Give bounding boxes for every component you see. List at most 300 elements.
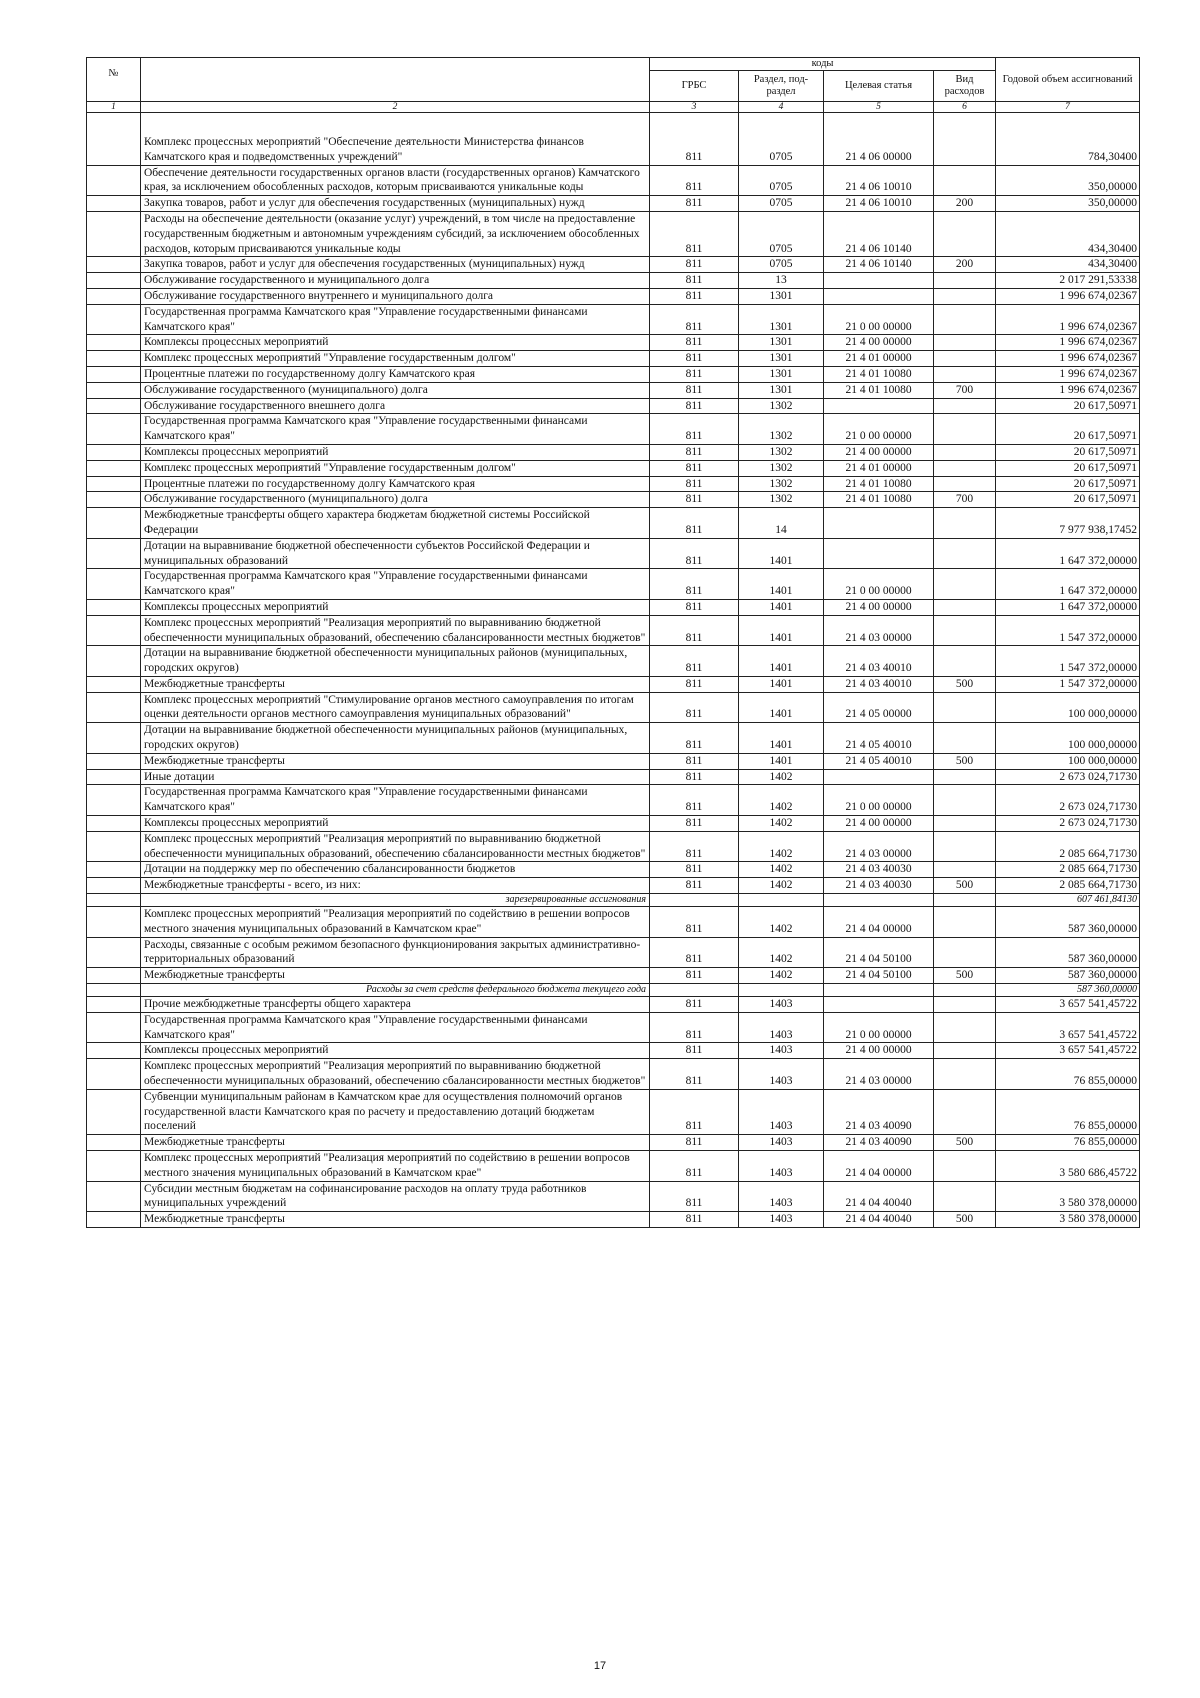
cell-kind: 500	[934, 968, 996, 984]
cell-no	[87, 968, 141, 984]
cell-name: Комплекс процессных мероприятий "Стимулирование органов местного самоуправления по итогам оценки деятельности органов местного самоуправления муниципальных образований"	[141, 692, 650, 723]
cell-name: Межбюджетные трансферты	[141, 1135, 650, 1151]
spacer-row	[87, 113, 1140, 136]
cell-section: 0705	[739, 211, 824, 256]
cell-kind: 200	[934, 257, 996, 273]
colnum-7: 7	[996, 102, 1140, 113]
cell-kind	[934, 1089, 996, 1134]
cell-kind: 500	[934, 878, 996, 894]
cell-section: 1403	[739, 1059, 824, 1090]
table-row	[87, 476, 1140, 492]
cell-amount: 587 360,00000	[996, 937, 1140, 968]
cell-section: 1302	[739, 492, 824, 508]
cell-amount: 784,30400	[996, 135, 1140, 165]
cell-amount: 2 085 664,71730	[996, 878, 1140, 894]
cell-name: Закупка товаров, работ и услуг для обеспечения государственных (муниципальных) нужд	[141, 196, 650, 212]
cell-no	[87, 1012, 141, 1043]
cell-amount: 3 657 541,45722	[996, 1012, 1140, 1043]
cell-amount: 2 085 664,71730	[996, 862, 1140, 878]
cell-grbs: 811	[650, 196, 739, 212]
cell-no	[87, 508, 141, 539]
cell-kind	[934, 615, 996, 646]
cell-kind	[934, 135, 996, 165]
cell-kind	[934, 1043, 996, 1059]
cell-grbs: 811	[650, 476, 739, 492]
table-row	[87, 288, 1140, 304]
cell-amount: 76 855,00000	[996, 1089, 1140, 1134]
table-row	[87, 196, 1140, 212]
table-row-note	[87, 984, 1140, 997]
cell-no	[87, 211, 141, 256]
cell-no	[87, 831, 141, 862]
cell-kind	[934, 273, 996, 289]
cell-target: 21 4 06 10140	[824, 257, 934, 273]
cell-grbs: 811	[650, 816, 739, 832]
table-row	[87, 414, 1140, 445]
cell-kind	[934, 984, 996, 997]
cell-amount: 20 617,50971	[996, 398, 1140, 414]
header-section: Раздел, под-раздел	[739, 71, 824, 102]
cell-amount: 434,30400	[996, 257, 1140, 273]
table-row	[87, 135, 1140, 165]
cell-kind	[934, 398, 996, 414]
cell-no	[87, 1181, 141, 1212]
cell-section: 1401	[739, 676, 824, 692]
cell-section: 1402	[739, 785, 824, 816]
cell-kind	[934, 538, 996, 569]
cell-grbs: 811	[650, 599, 739, 615]
cell-grbs: 811	[650, 288, 739, 304]
cell-section: 1401	[739, 615, 824, 646]
cell-kind	[934, 937, 996, 968]
table-row	[87, 304, 1140, 335]
cell-kind: 700	[934, 382, 996, 398]
cell-grbs: 811	[650, 785, 739, 816]
cell-kind	[934, 997, 996, 1013]
cell-target: 21 4 04 00000	[824, 1151, 934, 1182]
cell-grbs: 811	[650, 1151, 739, 1182]
cell-grbs: 811	[650, 1012, 739, 1043]
cell-amount: 76 855,00000	[996, 1059, 1140, 1090]
cell-amount: 20 617,50971	[996, 492, 1140, 508]
table-row	[87, 831, 1140, 862]
cell-amount: 1 647 372,00000	[996, 538, 1140, 569]
cell-grbs	[650, 984, 739, 997]
cell-section: 1301	[739, 288, 824, 304]
table-row	[87, 785, 1140, 816]
cell-grbs: 811	[650, 769, 739, 785]
table-row	[87, 273, 1140, 289]
cell-no	[87, 288, 141, 304]
cell-name: Процентные платежи по государственному долгу Камчатского края	[141, 476, 650, 492]
cell-target: 21 4 03 00000	[824, 831, 934, 862]
cell-kind	[934, 351, 996, 367]
cell-amount: 434,30400	[996, 211, 1140, 256]
cell-target: 21 4 01 00000	[824, 460, 934, 476]
cell-kind	[934, 894, 996, 907]
table-row	[87, 599, 1140, 615]
cell-section: 1403	[739, 997, 824, 1013]
cell-section: 1301	[739, 382, 824, 398]
cell-target: 21 4 06 10010	[824, 196, 934, 212]
cell-target: 21 4 04 00000	[824, 907, 934, 938]
cell-name: Государственная программа Камчатского края "Управление государственными финансами Камчатского края"	[141, 414, 650, 445]
cell-no	[87, 785, 141, 816]
cell-kind	[934, 366, 996, 382]
colnum-2: 2	[141, 102, 650, 113]
table-row	[87, 646, 1140, 677]
table-row	[87, 366, 1140, 382]
cell-target: 21 4 05 40010	[824, 753, 934, 769]
cell-kind: 500	[934, 676, 996, 692]
cell-name: Межбюджетные трансферты - всего, из них:	[141, 878, 650, 894]
cell-target: 21 4 04 40040	[824, 1181, 934, 1212]
cell-name: Комплекс процессных мероприятий "Управление государственным долгом"	[141, 460, 650, 476]
colnum-6: 6	[934, 102, 996, 113]
cell-no	[87, 569, 141, 600]
cell-amount: 20 617,50971	[996, 460, 1140, 476]
cell-amount: 76 855,00000	[996, 1135, 1140, 1151]
table-row	[87, 382, 1140, 398]
cell-target: 21 0 00 00000	[824, 569, 934, 600]
cell-name: Обслуживание государственного внешнего долга	[141, 398, 650, 414]
cell-no	[87, 984, 141, 997]
cell-name: Комплекс процессных мероприятий "Реализация мероприятий по выравниванию бюджетной обеспеченности муниципальных образований, обеспечению сбалансированности местных бюджетов"	[141, 831, 650, 862]
cell-no	[87, 492, 141, 508]
cell-section: 1402	[739, 769, 824, 785]
cell-target: 21 4 06 10140	[824, 211, 934, 256]
cell-section: 1403	[739, 1043, 824, 1059]
table-row	[87, 769, 1140, 785]
cell-target: 21 0 00 00000	[824, 1012, 934, 1043]
cell-kind	[934, 304, 996, 335]
cell-grbs: 811	[650, 1043, 739, 1059]
cell-no	[87, 414, 141, 445]
cell-no	[87, 862, 141, 878]
cell-amount: 587 360,00000	[996, 984, 1140, 997]
table-row	[87, 997, 1140, 1013]
table-row	[87, 444, 1140, 460]
cell-name: Комплекс процессных мероприятий "Управление государственным долгом"	[141, 351, 650, 367]
cell-grbs: 811	[650, 492, 739, 508]
cell-no	[87, 304, 141, 335]
cell-target	[824, 398, 934, 414]
cell-kind: 500	[934, 1135, 996, 1151]
cell-target: 21 4 04 50100	[824, 968, 934, 984]
table-row	[87, 335, 1140, 351]
cell-no	[87, 997, 141, 1013]
cell-amount: 587 360,00000	[996, 968, 1140, 984]
table-row	[87, 569, 1140, 600]
cell-name: Государственная программа Камчатского края "Управление государственными финансами Камчатского края"	[141, 569, 650, 600]
cell-section: 1403	[739, 1151, 824, 1182]
cell-name: Обслуживание государственного (муниципального) долга	[141, 382, 650, 398]
cell-grbs: 811	[650, 460, 739, 476]
cell-no	[87, 937, 141, 968]
cell-grbs: 811	[650, 444, 739, 460]
cell-target: 21 4 00 00000	[824, 335, 934, 351]
cell-kind: 200	[934, 196, 996, 212]
cell-name: Дотации на поддержку мер по обеспечению сбалансированности бюджетов	[141, 862, 650, 878]
cell-amount: 2 673 024,71730	[996, 769, 1140, 785]
cell-section: 0705	[739, 196, 824, 212]
cell-section: 14	[739, 508, 824, 539]
cell-grbs: 811	[650, 907, 739, 938]
cell-section: 1301	[739, 335, 824, 351]
cell-target: 21 4 03 40010	[824, 646, 934, 677]
table-row	[87, 862, 1140, 878]
cell-section: 1302	[739, 476, 824, 492]
cell-no	[87, 460, 141, 476]
cell-amount: 350,00000	[996, 165, 1140, 196]
cell-grbs: 811	[650, 1212, 739, 1228]
cell-no	[87, 351, 141, 367]
cell-amount: 1 996 674,02367	[996, 288, 1140, 304]
cell-name: Комплексы процессных мероприятий	[141, 444, 650, 460]
cell-kind	[934, 211, 996, 256]
cell-grbs: 811	[650, 273, 739, 289]
cell-target: 21 4 04 50100	[824, 937, 934, 968]
cell-amount: 3 580 686,45722	[996, 1151, 1140, 1182]
table-row	[87, 816, 1140, 832]
header-amount: Годовой объем ассигнований	[996, 58, 1140, 102]
cell-grbs: 811	[650, 257, 739, 273]
cell-amount: 2 017 291,53338	[996, 273, 1140, 289]
cell-no	[87, 444, 141, 460]
cell-name: Расходы за счет средств федерального бюджета текущего года	[141, 984, 650, 997]
cell-no	[87, 398, 141, 414]
cell-target	[824, 538, 934, 569]
cell-target: 21 4 01 10080	[824, 476, 934, 492]
cell-section: 1402	[739, 937, 824, 968]
table-row	[87, 211, 1140, 256]
header-grbs: ГРБС	[650, 71, 739, 102]
cell-name: Расходы, связанные с особым режимом безопасного функционирования закрытых административно-территориальных образований	[141, 937, 650, 968]
table-row	[87, 1151, 1140, 1182]
cell-target	[824, 769, 934, 785]
cell-no	[87, 165, 141, 196]
cell-name: Межбюджетные трансферты	[141, 676, 650, 692]
cell-grbs: 811	[650, 676, 739, 692]
cell-kind	[934, 335, 996, 351]
table-row	[87, 615, 1140, 646]
cell-grbs: 811	[650, 1089, 739, 1134]
cell-no	[87, 335, 141, 351]
table-row	[87, 907, 1140, 938]
cell-grbs: 811	[650, 211, 739, 256]
table-row	[87, 257, 1140, 273]
table-row	[87, 1043, 1140, 1059]
cell-grbs: 811	[650, 753, 739, 769]
cell-section: 1403	[739, 1012, 824, 1043]
table-row	[87, 676, 1140, 692]
cell-amount: 100 000,00000	[996, 753, 1140, 769]
cell-amount: 1 996 674,02367	[996, 304, 1140, 335]
cell-section: 1401	[739, 646, 824, 677]
cell-kind	[934, 862, 996, 878]
cell-target: 21 4 06 10010	[824, 165, 934, 196]
cell-kind	[934, 723, 996, 754]
cell-name: Прочие межбюджетные трансферты общего характера	[141, 997, 650, 1013]
cell-name: Расходы на обеспечение деятельности (оказание услуг) учреждений, в том числе на предоставление государственным бюджетным и автономным учреждениям субсидий, за исключением обособленных расходов, которым присваиваются уникальные коды	[141, 211, 650, 256]
cell-kind	[934, 288, 996, 304]
cell-grbs: 811	[650, 1181, 739, 1212]
cell-target: 21 4 03 40010	[824, 676, 934, 692]
table-row	[87, 723, 1140, 754]
cell-section: 1301	[739, 304, 824, 335]
cell-no	[87, 1059, 141, 1090]
cell-target	[824, 894, 934, 907]
cell-section: 1401	[739, 569, 824, 600]
table-row	[87, 878, 1140, 894]
table-row	[87, 1212, 1140, 1228]
cell-amount: 587 360,00000	[996, 907, 1140, 938]
cell-no	[87, 1043, 141, 1059]
cell-grbs: 811	[650, 414, 739, 445]
header-codes: коды	[650, 58, 996, 71]
cell-amount: 1 647 372,00000	[996, 569, 1140, 600]
cell-target: 21 4 05 00000	[824, 692, 934, 723]
table-header	[87, 58, 1140, 113]
header-target: Целевая статья	[824, 71, 934, 102]
cell-no	[87, 615, 141, 646]
table-row	[87, 692, 1140, 723]
cell-no	[87, 257, 141, 273]
table-row	[87, 1012, 1140, 1043]
cell-no	[87, 538, 141, 569]
colnum-1: 1	[87, 102, 141, 113]
cell-name: Комплексы процессных мероприятий	[141, 816, 650, 832]
cell-name: Государственная программа Камчатского края "Управление государственными финансами Камчатского края"	[141, 1012, 650, 1043]
cell-target	[824, 984, 934, 997]
cell-section: 1401	[739, 599, 824, 615]
cell-name: Государственная программа Камчатского края "Управление государственными финансами Камчатского края"	[141, 304, 650, 335]
cell-target: 21 0 00 00000	[824, 304, 934, 335]
cell-kind: 500	[934, 1212, 996, 1228]
cell-kind	[934, 785, 996, 816]
cell-section: 1402	[739, 816, 824, 832]
cell-section: 1402	[739, 878, 824, 894]
table-row	[87, 492, 1140, 508]
cell-no	[87, 878, 141, 894]
cell-section: 1302	[739, 444, 824, 460]
cell-kind: 500	[934, 753, 996, 769]
cell-section: 0705	[739, 135, 824, 165]
cell-section: 1401	[739, 753, 824, 769]
cell-amount: 3 657 541,45722	[996, 997, 1140, 1013]
cell-amount: 1 547 372,00000	[996, 676, 1140, 692]
cell-grbs: 811	[650, 723, 739, 754]
table-row	[87, 538, 1140, 569]
cell-grbs: 811	[650, 508, 739, 539]
table-row	[87, 1059, 1140, 1090]
cell-target: 21 4 06 00000	[824, 135, 934, 165]
cell-kind	[934, 907, 996, 938]
cell-target: 21 4 03 40090	[824, 1089, 934, 1134]
cell-grbs: 811	[650, 135, 739, 165]
cell-kind	[934, 444, 996, 460]
cell-section: 1402	[739, 831, 824, 862]
cell-name: Обеспечение деятельности государственных органов власти (государственных органов) Камчатского края, за исключением обособленных расходов, которым присваиваются уникальные коды	[141, 165, 650, 196]
cell-grbs: 811	[650, 398, 739, 414]
cell-no	[87, 769, 141, 785]
cell-name: Процентные платежи по государственному долгу Камчатского края	[141, 366, 650, 382]
cell-name: Комплексы процессных мероприятий	[141, 599, 650, 615]
cell-section: 1401	[739, 538, 824, 569]
cell-kind	[934, 1181, 996, 1212]
cell-target: 21 4 01 10080	[824, 492, 934, 508]
cell-target: 21 0 00 00000	[824, 785, 934, 816]
cell-grbs: 811	[650, 335, 739, 351]
cell-amount: 3 657 541,45722	[996, 1043, 1140, 1059]
cell-target	[824, 273, 934, 289]
colnum-4: 4	[739, 102, 824, 113]
cell-kind	[934, 692, 996, 723]
cell-target: 21 4 03 00000	[824, 1059, 934, 1090]
cell-grbs: 811	[650, 862, 739, 878]
cell-name: Дотации на выравнивание бюджетной обеспеченности муниципальных районов (муниципальных, городских округов)	[141, 646, 650, 677]
cell-no	[87, 135, 141, 165]
cell-amount: 100 000,00000	[996, 692, 1140, 723]
cell-amount: 2 673 024,71730	[996, 816, 1140, 832]
cell-amount: 3 580 378,00000	[996, 1181, 1140, 1212]
cell-name: Межбюджетные трансферты	[141, 753, 650, 769]
cell-grbs: 811	[650, 997, 739, 1013]
cell-no	[87, 907, 141, 938]
cell-grbs: 811	[650, 1059, 739, 1090]
colnum-3: 3	[650, 102, 739, 113]
table-body	[87, 113, 1140, 1228]
cell-name: Межбюджетные трансферты	[141, 1212, 650, 1228]
cell-amount: 1 996 674,02367	[996, 382, 1140, 398]
cell-no	[87, 382, 141, 398]
cell-target: 21 4 05 40010	[824, 723, 934, 754]
cell-no	[87, 273, 141, 289]
cell-grbs: 811	[650, 878, 739, 894]
cell-target: 21 4 00 00000	[824, 599, 934, 615]
cell-grbs: 811	[650, 304, 739, 335]
cell-section: 1302	[739, 460, 824, 476]
cell-amount: 350,00000	[996, 196, 1140, 212]
cell-name: Комплекс процессных мероприятий "Реализация мероприятий по выравниванию бюджетной обеспеченности муниципальных образований, обеспечению сбалансированности местных бюджетов"	[141, 1059, 650, 1090]
cell-kind	[934, 599, 996, 615]
cell-name: Обслуживание государственного и муниципального долга	[141, 273, 650, 289]
cell-section: 1302	[739, 414, 824, 445]
cell-target: 21 4 01 10080	[824, 382, 934, 398]
cell-amount: 1 547 372,00000	[996, 646, 1140, 677]
table-row	[87, 351, 1140, 367]
cell-grbs: 811	[650, 646, 739, 677]
cell-amount: 1 996 674,02367	[996, 351, 1140, 367]
cell-kind	[934, 460, 996, 476]
cell-name: Межбюджетные трансферты	[141, 968, 650, 984]
cell-amount: 2 085 664,71730	[996, 831, 1140, 862]
cell-section: 0705	[739, 165, 824, 196]
cell-no	[87, 753, 141, 769]
cell-section: 1301	[739, 351, 824, 367]
cell-grbs: 811	[650, 569, 739, 600]
cell-name: Иные дотации	[141, 769, 650, 785]
cell-name: Комплексы процессных мероприятий	[141, 1043, 650, 1059]
cell-section: 1301	[739, 366, 824, 382]
cell-section: 1403	[739, 1212, 824, 1228]
header-no: №	[87, 58, 141, 102]
budget-table	[86, 57, 1140, 1228]
cell-amount: 1 996 674,02367	[996, 335, 1140, 351]
cell-target: 21 4 03 40030	[824, 878, 934, 894]
cell-amount: 1 996 674,02367	[996, 366, 1140, 382]
cell-amount: 1 647 372,00000	[996, 599, 1140, 615]
